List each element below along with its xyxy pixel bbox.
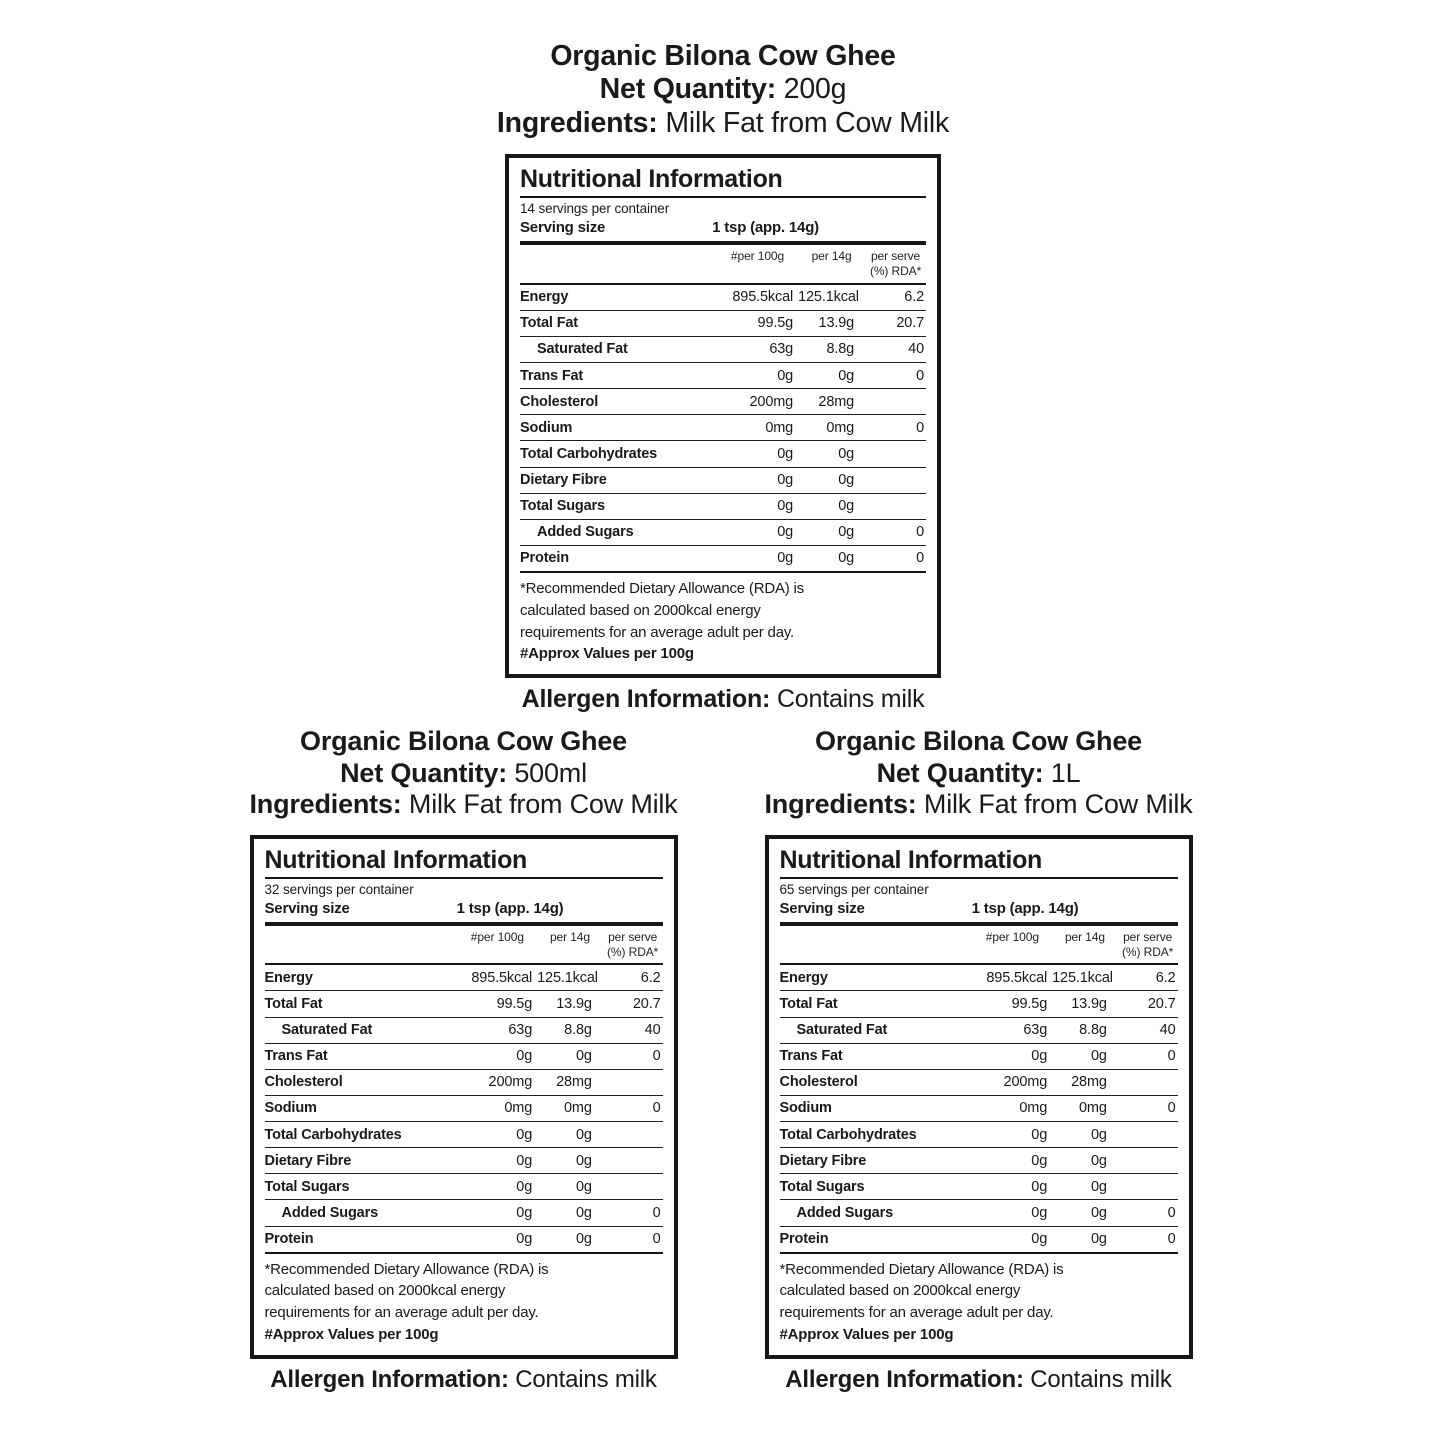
nutrient-name: Total Carbohydrates — [520, 441, 717, 467]
nutrient-value-per-14g: 13.9g — [798, 310, 865, 336]
nutrient-value-rda: 40 — [1118, 1017, 1178, 1043]
nutrient-value-per-14g: 0g — [1052, 1148, 1118, 1174]
nutrient-value-per-100g: 0g — [973, 1122, 1053, 1148]
nutrition-facts-box — [250, 835, 678, 1359]
column-header-rda-line1: per serve — [608, 930, 658, 945]
nutrient-value-rda — [865, 493, 926, 519]
nutrient-value-per-100g: 0g — [717, 545, 798, 571]
allergen-label: Allergen Information: — [785, 1365, 1024, 1393]
table-row — [520, 467, 926, 493]
nutrient-name: Added Sugars — [265, 1200, 458, 1226]
serving-size-label: Serving size — [520, 218, 606, 236]
nutrient-value-rda: 0 — [865, 519, 926, 545]
nutrient-value-per-100g: 0g — [458, 1148, 538, 1174]
nutrient-name: Cholesterol — [265, 1069, 458, 1095]
net-quantity-line — [175, 758, 752, 790]
product-heading-block — [690, 726, 1267, 821]
nutrient-value-per-14g: 0g — [798, 545, 865, 571]
nutrient-value-per-14g: 28mg — [798, 389, 865, 415]
column-header-per-14g: per 14g — [1052, 926, 1118, 964]
table-row — [780, 1017, 1178, 1043]
footnote-line-3: requirements for an average adult per day. — [779, 1304, 1054, 1322]
allergen-value: Contains milk — [515, 1365, 657, 1393]
serving-size-label: Serving size — [264, 899, 350, 917]
nutrient-value-per-14g: 0g — [1052, 1174, 1118, 1200]
net-quantity-value: 500ml — [514, 757, 587, 788]
nutrient-name: Total Sugars — [780, 1174, 973, 1200]
nutrient-name: Cholesterol — [780, 1069, 973, 1095]
nutrient-value-per-100g: 0g — [458, 1122, 538, 1148]
nutrient-value-rda: 0 — [865, 545, 926, 571]
nutrient-value-per-100g: 895.5kcal — [717, 284, 798, 311]
nutrient-value-rda: 0 — [1118, 1226, 1178, 1252]
nutrient-name: Total Sugars — [265, 1174, 458, 1200]
ingredients-label: Ingredients: — [249, 789, 402, 820]
nutrient-value-per-100g: 0g — [717, 441, 798, 467]
nutrient-value-per-100g: 0g — [458, 1200, 538, 1226]
nutrient-value-per-14g: 0g — [798, 441, 865, 467]
nutrient-value-per-100g: 0g — [458, 1174, 538, 1200]
nutrient-value-rda: 0 — [1118, 1200, 1178, 1226]
nutrition-table — [265, 926, 663, 1252]
table-row — [520, 310, 926, 336]
table-row — [265, 1095, 663, 1121]
nutrient-name: Dietary Fibre — [520, 467, 717, 493]
footnote-line-3: requirements for an average adult per day. — [520, 623, 794, 641]
nutrient-value-per-14g: 13.9g — [1052, 991, 1118, 1017]
table-row — [780, 1148, 1178, 1174]
net-quantity-label: Net Quantity: — [340, 757, 508, 788]
column-header-per-100g: #per 100g — [458, 926, 538, 964]
table-row — [520, 389, 926, 415]
net-quantity-label: Net Quantity: — [876, 757, 1044, 788]
nutrient-value-rda — [1118, 1174, 1178, 1200]
table-row — [780, 1174, 1178, 1200]
table-row — [520, 441, 926, 467]
serving-size-row — [520, 218, 926, 246]
nutrient-value-per-100g: 0g — [717, 467, 798, 493]
column-header-per-14g: per 14g — [798, 245, 865, 283]
nutrient-value-rda — [865, 467, 926, 493]
column-header-rda-line1: per serve — [870, 249, 921, 264]
nutrient-name: Total Carbohydrates — [780, 1122, 973, 1148]
table-row — [780, 964, 1178, 991]
nutrient-value-per-100g: 0g — [717, 363, 798, 389]
net-quantity-value: 1L — [1050, 757, 1081, 788]
nutrient-value-per-100g: 0g — [717, 519, 798, 545]
ingredients-label: Ingredients: — [496, 106, 658, 139]
servings-per-container: 32 servings per container — [264, 881, 414, 897]
nutrient-value-per-100g: 0g — [973, 1226, 1053, 1252]
product-title: Organic Bilona Cow Ghee — [815, 726, 1142, 756]
nutrient-value-rda — [1118, 1148, 1178, 1174]
nutrient-value-per-100g: 0g — [973, 1174, 1053, 1200]
nutrient-value-per-14g: 8.8g — [1052, 1017, 1118, 1043]
nutrient-value-per-14g: 0mg — [1052, 1095, 1118, 1121]
nutrient-value-rda: 0 — [603, 1095, 663, 1121]
table-row — [520, 363, 926, 389]
table-row — [780, 991, 1178, 1017]
footnote-block — [265, 1254, 663, 1346]
table-column-headers — [780, 926, 1178, 964]
nutrient-value-rda — [603, 1148, 663, 1174]
nutrient-value-rda — [1118, 1122, 1178, 1148]
allergen-information — [175, 1359, 752, 1394]
nutrient-value-per-14g: 0g — [537, 1043, 603, 1069]
footnote-block — [520, 573, 926, 665]
nutrient-value-rda — [603, 1122, 663, 1148]
allergen-information — [428, 678, 1018, 714]
nutrient-value-per-100g: 0g — [973, 1200, 1053, 1226]
ingredients-line — [428, 107, 1018, 140]
allergen-information — [690, 1359, 1267, 1394]
nutrient-name: Total Carbohydrates — [265, 1122, 458, 1148]
table-row — [265, 1174, 663, 1200]
nutrient-name: Sodium — [520, 415, 717, 441]
nutrient-value-per-14g: 13.9g — [537, 991, 603, 1017]
footnote-line-2: calculated based on 2000kcal energy — [264, 1282, 506, 1300]
table-row — [265, 1200, 663, 1226]
nutrient-value-per-100g: 0mg — [973, 1095, 1053, 1121]
nutrient-value-rda — [865, 441, 926, 467]
nutrient-value-rda — [865, 389, 926, 415]
footnote-line-1: *Recommended Dietary Allowance (RDA) is — [520, 580, 804, 598]
table-row — [520, 519, 926, 545]
nutrient-value-per-14g: 0g — [537, 1122, 603, 1148]
column-header-per-14g: per 14g — [537, 926, 603, 964]
nutrition-facts-title: Nutritional Information — [520, 165, 926, 198]
footnote-line-2: calculated based on 2000kcal energy — [520, 601, 761, 619]
nutrient-name: Saturated Fat — [265, 1017, 458, 1043]
nutrient-name: Added Sugars — [780, 1200, 973, 1226]
product-title: Organic Bilona Cow Ghee — [550, 40, 896, 72]
table-row — [265, 1226, 663, 1252]
footnote-line-2: calculated based on 2000kcal energy — [779, 1282, 1021, 1300]
table-row — [780, 1200, 1178, 1226]
nutrient-value-per-14g: 0g — [537, 1200, 603, 1226]
nutrient-value-rda: 0 — [865, 415, 926, 441]
nutrient-name: Total Fat — [780, 991, 973, 1017]
column-header-blank — [520, 245, 717, 283]
footnote-approx-values: #Approx Values per 100g — [520, 645, 694, 663]
footnote-approx-values: #Approx Values per 100g — [264, 1325, 439, 1343]
nutrient-value-per-100g: 0mg — [458, 1095, 538, 1121]
nutrient-value-per-100g: 0g — [458, 1226, 538, 1252]
nutrient-value-rda: 0 — [603, 1226, 663, 1252]
column-header-per-serve-rda — [603, 926, 663, 964]
nutrition-facts-title: Nutritional Information — [265, 846, 663, 879]
nutrient-value-per-100g: 200mg — [458, 1069, 538, 1095]
nutrient-value-rda: 40 — [603, 1017, 663, 1043]
table-row — [265, 1148, 663, 1174]
ingredients-line — [690, 789, 1267, 821]
footnote-line-3: requirements for an average adult per day. — [264, 1304, 539, 1322]
nutrient-name: Trans Fat — [520, 363, 717, 389]
allergen-label: Allergen Information: — [270, 1365, 509, 1393]
nutrient-value-per-14g: 28mg — [1052, 1069, 1118, 1095]
table-row — [520, 336, 926, 362]
ingredients-label: Ingredients: — [764, 789, 917, 820]
nutrient-value-per-100g: 0mg — [717, 415, 798, 441]
table-row — [520, 415, 926, 441]
nutrient-value-per-14g: 8.8g — [537, 1017, 603, 1043]
serving-size-row — [265, 899, 663, 927]
column-header-rda-line1: per serve — [1123, 930, 1173, 945]
nutrient-name: Protein — [265, 1226, 458, 1252]
table-row — [780, 1095, 1178, 1121]
nutrient-value-rda — [1118, 1069, 1178, 1095]
nutrition-facts-box — [765, 835, 1193, 1359]
nutrition-panel-1l — [690, 726, 1267, 1394]
nutrient-value-per-14g: 8.8g — [798, 336, 865, 362]
nutrient-value-per-14g: 0mg — [537, 1095, 603, 1121]
nutrition-facts-box — [505, 154, 941, 678]
nutrient-value-per-14g: 125.1kcal — [798, 284, 865, 311]
nutrient-name: Sodium — [265, 1095, 458, 1121]
nutrient-value-per-14g: 125.1kcal — [1052, 964, 1118, 991]
nutrient-value-per-14g: 28mg — [537, 1069, 603, 1095]
allergen-value: Contains milk — [1030, 1365, 1172, 1393]
nutrient-value-per-14g: 0g — [798, 493, 865, 519]
column-header-rda-line2: (%) RDA* — [869, 264, 922, 279]
serving-size-row — [780, 899, 1178, 927]
footnote-line-1: *Recommended Dietary Allowance (RDA) is — [779, 1260, 1064, 1278]
serving-size-value: 1 tsp (app. 14g) — [456, 899, 564, 917]
nutrient-value-rda: 20.7 — [1118, 991, 1178, 1017]
nutrient-name: Energy — [520, 284, 717, 311]
nutrient-value-per-100g: 895.5kcal — [973, 964, 1053, 991]
ingredients-value: Milk Fat from Cow Milk — [408, 789, 678, 820]
nutrient-value-per-100g: 0g — [458, 1043, 538, 1069]
column-header-per-100g: #per 100g — [973, 926, 1053, 964]
table-row — [265, 1043, 663, 1069]
net-quantity-value: 200g — [783, 73, 847, 106]
nutrient-value-rda — [603, 1174, 663, 1200]
table-row — [780, 1069, 1178, 1095]
nutrient-value-per-100g: 99.5g — [973, 991, 1053, 1017]
column-header-per-serve-rda — [1118, 926, 1178, 964]
nutrient-value-rda: 40 — [865, 336, 926, 362]
table-row — [265, 991, 663, 1017]
nutrient-value-per-100g: 0g — [973, 1148, 1053, 1174]
nutrient-name: Protein — [780, 1226, 973, 1252]
nutrition-table — [520, 245, 926, 571]
allergen-value: Contains milk — [776, 685, 925, 714]
nutrient-value-per-14g: 0g — [798, 467, 865, 493]
table-column-headers — [520, 245, 926, 283]
nutrient-value-per-14g: 0g — [537, 1226, 603, 1252]
allergen-label: Allergen Information: — [521, 685, 771, 714]
product-heading-block — [175, 726, 752, 821]
nutrient-value-per-100g: 200mg — [717, 389, 798, 415]
nutrient-name: Trans Fat — [265, 1043, 458, 1069]
nutrient-value-rda: 0 — [1118, 1095, 1178, 1121]
table-row — [780, 1122, 1178, 1148]
nutrition-panel-200g — [428, 40, 1018, 714]
nutrient-value-per-100g: 99.5g — [458, 991, 538, 1017]
nutrient-value-per-14g: 0mg — [798, 415, 865, 441]
nutrient-value-per-100g: 0g — [717, 493, 798, 519]
nutrient-name: Energy — [780, 964, 973, 991]
nutrient-value-per-14g: 0g — [537, 1174, 603, 1200]
product-heading-block — [428, 40, 1018, 140]
nutrient-name: Total Fat — [265, 991, 458, 1017]
nutrient-value-rda: 0 — [603, 1200, 663, 1226]
net-quantity-label: Net Quantity: — [599, 73, 776, 106]
nutrient-name: Added Sugars — [520, 519, 717, 545]
net-quantity-line — [690, 758, 1267, 790]
serving-size-value: 1 tsp (app. 14g) — [712, 218, 819, 236]
nutrient-name: Energy — [265, 964, 458, 991]
nutrient-value-rda: 20.7 — [603, 991, 663, 1017]
table-row — [265, 1122, 663, 1148]
nutrient-value-rda: 6.2 — [1118, 964, 1178, 991]
column-header-rda-line2: (%) RDA* — [1122, 944, 1174, 959]
nutrient-name: Protein — [520, 545, 717, 571]
footnote-line-1: *Recommended Dietary Allowance (RDA) is — [264, 1260, 549, 1278]
table-row — [265, 1017, 663, 1043]
nutrient-name: Trans Fat — [780, 1043, 973, 1069]
nutrient-value-per-14g: 0g — [537, 1148, 603, 1174]
nutrition-panel-500ml — [175, 726, 752, 1394]
column-header-rda-line2: (%) RDA* — [607, 944, 659, 959]
nutrient-value-per-100g: 0g — [973, 1043, 1053, 1069]
serving-size-value: 1 tsp (app. 14g) — [971, 899, 1079, 917]
servings-per-container: 65 servings per container — [779, 881, 929, 897]
table-row — [520, 284, 926, 311]
column-header-blank — [780, 926, 973, 964]
nutrient-value-per-14g: 0g — [798, 363, 865, 389]
column-header-per-serve-rda — [865, 245, 926, 283]
serving-size-label: Serving size — [779, 899, 865, 917]
nutrient-value-rda: 20.7 — [865, 310, 926, 336]
net-quantity-line — [428, 73, 1018, 106]
footnote-block — [780, 1254, 1178, 1346]
nutrient-value-per-100g: 895.5kcal — [458, 964, 538, 991]
nutrient-name: Cholesterol — [520, 389, 717, 415]
nutrient-value-rda: 0 — [1118, 1043, 1178, 1069]
nutrient-value-per-100g: 63g — [973, 1017, 1053, 1043]
nutrient-name: Total Fat — [520, 310, 717, 336]
nutrient-name: Saturated Fat — [520, 336, 717, 362]
nutrient-value-per-100g: 99.5g — [717, 310, 798, 336]
nutrient-value-per-14g: 0g — [1052, 1226, 1118, 1252]
table-row — [520, 545, 926, 571]
nutrient-value-per-100g: 63g — [717, 336, 798, 362]
column-header-per-100g: #per 100g — [717, 245, 798, 283]
nutrient-value-per-100g: 200mg — [973, 1069, 1053, 1095]
nutrient-value-per-14g: 0g — [1052, 1200, 1118, 1226]
nutrient-name: Dietary Fibre — [780, 1148, 973, 1174]
nutrient-value-rda: 0 — [865, 363, 926, 389]
table-column-headers — [265, 926, 663, 964]
table-row — [520, 493, 926, 519]
servings-per-container: 14 servings per container — [520, 201, 670, 217]
nutrient-value-per-14g: 125.1kcal — [537, 964, 603, 991]
nutrient-value-per-14g: 0g — [1052, 1043, 1118, 1069]
nutrient-value-rda: 0 — [603, 1043, 663, 1069]
table-row — [265, 1069, 663, 1095]
product-title: Organic Bilona Cow Ghee — [300, 726, 627, 756]
nutrient-value-rda: 6.2 — [603, 964, 663, 991]
nutrient-name: Total Sugars — [520, 493, 717, 519]
table-row — [780, 1226, 1178, 1252]
footnote-approx-values: #Approx Values per 100g — [779, 1325, 954, 1343]
table-row — [780, 1043, 1178, 1069]
table-row — [265, 964, 663, 991]
nutrient-name: Saturated Fat — [780, 1017, 973, 1043]
nutrition-facts-title: Nutritional Information — [780, 846, 1178, 879]
nutrient-value-per-100g: 63g — [458, 1017, 538, 1043]
nutrient-value-per-14g: 0g — [798, 519, 865, 545]
ingredients-line — [175, 789, 752, 821]
ingredients-value: Milk Fat from Cow Milk — [923, 789, 1193, 820]
column-header-blank — [265, 926, 458, 964]
nutrient-value-rda — [603, 1069, 663, 1095]
ingredients-value: Milk Fat from Cow Milk — [665, 106, 950, 139]
nutrient-value-rda: 6.2 — [865, 284, 926, 311]
nutrient-name: Sodium — [780, 1095, 973, 1121]
nutrient-name: Dietary Fibre — [265, 1148, 458, 1174]
nutrient-value-per-14g: 0g — [1052, 1122, 1118, 1148]
nutrition-table — [780, 926, 1178, 1252]
